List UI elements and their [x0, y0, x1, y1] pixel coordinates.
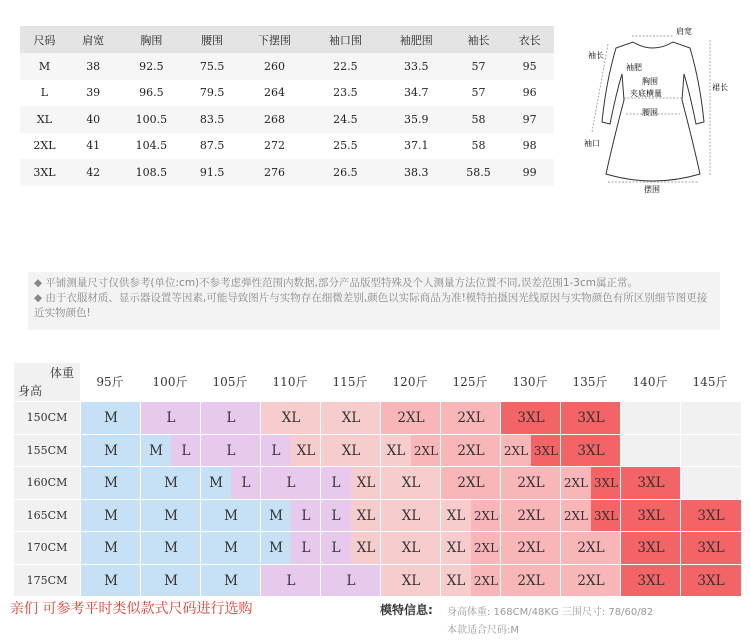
- size-recommendation-cell: [440, 531, 500, 564]
- size-recommendation-cell: [620, 401, 680, 434]
- size-recommendation-cell: [140, 499, 200, 532]
- size-cell: 38: [69, 53, 118, 80]
- diagram-label-sleeve-width: 袖肥: [626, 63, 642, 72]
- size-label: M: [261, 532, 291, 564]
- weight-header: 95斤: [80, 363, 140, 401]
- size-cell: 24.5: [310, 106, 381, 133]
- size-recommendation-cell: [380, 564, 440, 597]
- height-header: 175CM: [14, 564, 80, 597]
- size-label: 3XL: [591, 500, 621, 532]
- size-label: 3XL: [681, 565, 741, 597]
- size-recommendation-cell: [620, 499, 680, 532]
- height-header: 170CM: [14, 531, 80, 564]
- size-recommendation-cell: [440, 499, 500, 532]
- diagram-label-shoulder: 肩宽: [676, 27, 692, 36]
- weight-header: 105斤: [200, 363, 260, 401]
- size-recommendation-cell: [680, 434, 740, 467]
- size-label: XL: [321, 435, 381, 467]
- size-cell: 25.5: [310, 133, 381, 160]
- size-label: 2XL: [561, 467, 591, 499]
- size-recommendation-cell: [380, 531, 440, 564]
- size-cell: 75.5: [185, 53, 239, 80]
- size-label: XL: [351, 467, 381, 499]
- size-label: L: [201, 402, 261, 434]
- size-recommendation-cell: [440, 564, 500, 597]
- size-cell: 96: [505, 80, 554, 107]
- size-label: L: [291, 500, 321, 532]
- size-recommendation-cell: [260, 434, 320, 467]
- size-recommendation-cell: [200, 531, 260, 564]
- size-col-header: 肩宽: [69, 26, 118, 53]
- size-recommendation-cell: [680, 564, 740, 597]
- size-cell: 96.5: [118, 80, 186, 107]
- size-cell: 41: [69, 133, 118, 160]
- diagram-label-hem: 摆围: [644, 185, 660, 194]
- size-cell: 58: [452, 106, 506, 133]
- size-recommendation-cell: [680, 401, 740, 434]
- size-recommendation-cell: [560, 499, 620, 532]
- size-label: 3XL: [621, 565, 681, 597]
- diagram-label-hem-width: 夹底横量: [630, 89, 662, 98]
- size-label: 2XL: [501, 435, 531, 467]
- size-recommendation-cell: [140, 466, 200, 499]
- weight-header: 140斤: [620, 363, 680, 401]
- size-label: M: [201, 467, 231, 499]
- size-label: 2XL: [501, 467, 561, 499]
- size-recommendation-cell: [200, 434, 260, 467]
- size-cell: 268: [239, 106, 310, 133]
- size-label: XL: [441, 500, 471, 532]
- note-line-2: ◆ 由于衣服材质、显示器设置等因素,可能导致图片与实物存在细微差别,颜色以实际商品为准!模特拍摄因光线原因与实物颜色有所区别细节图更接近实物颜色!: [34, 292, 708, 319]
- size-cell: 79.5: [185, 80, 239, 107]
- size-label: 3XL: [561, 435, 621, 467]
- size-label: XL: [351, 532, 381, 564]
- size-recommendation-cell: [380, 434, 440, 467]
- size-cell: 104.5: [118, 133, 186, 160]
- size-cell: 83.5: [185, 106, 239, 133]
- size-label: 2XL: [501, 500, 561, 532]
- size-label: 3XL: [681, 500, 741, 532]
- size-cell: 33.5: [381, 53, 452, 80]
- corner-weight-label: 体重: [49, 366, 74, 380]
- model-info: 身高体重: 168CM/48KG 三围尺寸: 78/60/82: [447, 607, 654, 618]
- size-label: 3XL: [621, 532, 681, 564]
- size-recommendation-cell: [320, 564, 380, 597]
- weight-header: 130斤: [500, 363, 560, 401]
- size-label: [621, 435, 681, 467]
- size-cell: 23.5: [310, 80, 381, 107]
- size-recommendation-cell: [200, 564, 260, 597]
- size-recommendation-cell: [380, 401, 440, 434]
- size-recommendation-cell: [320, 499, 380, 532]
- size-recommendation-cell: [500, 499, 560, 532]
- size-label: XL: [381, 500, 441, 532]
- size-cell: M: [20, 53, 69, 80]
- size-cell: 98: [505, 133, 554, 160]
- weight-header: 145斤: [680, 363, 740, 401]
- size-label: 3XL: [531, 435, 561, 467]
- size-label: 3XL: [681, 532, 741, 564]
- size-cell: L: [20, 80, 69, 107]
- size-label: L: [261, 565, 321, 597]
- weight-header: 135斤: [560, 363, 620, 401]
- size-label: XL: [381, 565, 441, 597]
- size-recommendation-cell: [200, 499, 260, 532]
- size-row: [20, 106, 554, 133]
- size-recommendation-cell: [320, 401, 380, 434]
- model-size: 本款适合尺码:M: [447, 625, 519, 636]
- size-col-header: 下摆围: [239, 26, 310, 53]
- size-tip: 亲们 可参考平时类似款式尺码进行选购: [10, 601, 253, 617]
- size-label: M: [141, 467, 201, 499]
- size-label: XL: [261, 402, 321, 434]
- size-label: M: [141, 500, 201, 532]
- size-cell: 87.5: [185, 133, 239, 160]
- size-recommendation-cell: [320, 466, 380, 499]
- size-recommendation-cell: [560, 434, 620, 467]
- size-cell: 40: [69, 106, 118, 133]
- size-cell: 99: [505, 159, 554, 186]
- size-recommendation-cell: [620, 564, 680, 597]
- diagram-label-body-length: 裙长: [712, 83, 728, 92]
- size-recommendation-cell: [140, 564, 200, 597]
- grid-corner: [14, 363, 80, 401]
- size-label: XL: [321, 402, 381, 434]
- size-recommendation-cell: [320, 531, 380, 564]
- size-label: 2XL: [501, 532, 561, 564]
- size-cell: 39: [69, 80, 118, 107]
- size-cell: 58.5: [452, 159, 506, 186]
- size-recommendation-cell: [140, 401, 200, 434]
- size-label: [621, 402, 681, 434]
- size-recommendation-cell: [680, 531, 740, 564]
- size-cell: 260: [239, 53, 310, 80]
- size-recommendation-cell: [260, 499, 320, 532]
- size-col-header: 袖口围: [310, 26, 381, 53]
- size-cell: 35.9: [381, 106, 452, 133]
- size-label: 2XL: [471, 532, 501, 564]
- size-cell: 42: [69, 159, 118, 186]
- size-recommendation-cell: [620, 466, 680, 499]
- size-recommendation-cell: [260, 401, 320, 434]
- size-label: XL: [381, 435, 411, 467]
- size-label: 2XL: [411, 435, 441, 467]
- size-label: 3XL: [591, 467, 621, 499]
- size-cell: 57: [452, 53, 506, 80]
- size-recommendation-cell: [80, 466, 140, 499]
- size-recommendation-cell: [440, 466, 500, 499]
- size-cell: 37.1: [381, 133, 452, 160]
- size-label: M: [81, 435, 141, 467]
- size-label: L: [321, 467, 351, 499]
- size-col-header: 尺码: [20, 26, 69, 53]
- size-col-header: 腰围: [185, 26, 239, 53]
- diagram-label-sleeve-length: 袖长: [588, 51, 604, 60]
- size-label: L: [321, 532, 351, 564]
- size-recommendation-cell: [380, 466, 440, 499]
- size-cell: 58: [452, 133, 506, 160]
- size-label: 3XL: [621, 467, 681, 499]
- size-table-header: [20, 26, 554, 53]
- size-label: XL: [381, 532, 441, 564]
- size-cell: 22.5: [310, 53, 381, 80]
- size-label: 2XL: [561, 532, 621, 564]
- size-recommendation-grid: [14, 363, 740, 596]
- size-table: [20, 26, 554, 186]
- size-label: 3XL: [561, 402, 621, 434]
- size-recommendation-cell: [560, 564, 620, 597]
- size-cell: 91.5: [185, 159, 239, 186]
- size-label: [681, 402, 741, 434]
- size-col-header: 胸围: [118, 26, 186, 53]
- size-label: M: [81, 532, 141, 564]
- size-label: M: [141, 565, 201, 597]
- height-header: 155CM: [14, 434, 80, 467]
- size-recommendation-cell: [80, 564, 140, 597]
- size-recommendation-cell: [200, 401, 260, 434]
- size-cell: 34.7: [381, 80, 452, 107]
- size-recommendation-cell: [80, 434, 140, 467]
- weight-header: 120斤: [380, 363, 440, 401]
- size-label: 2XL: [441, 435, 501, 467]
- size-label: L: [291, 532, 321, 564]
- size-recommendation-cell: [620, 531, 680, 564]
- size-label: L: [261, 467, 321, 499]
- size-label: 2XL: [471, 500, 501, 532]
- size-label: L: [261, 435, 291, 467]
- size-recommendation-cell: [500, 466, 560, 499]
- size-recommendation-cell: [140, 434, 200, 467]
- size-label: M: [261, 500, 291, 532]
- diagram-label-waist: 腰围: [642, 108, 658, 117]
- height-header: 165CM: [14, 499, 80, 532]
- size-row: [20, 133, 554, 160]
- size-label: XL: [441, 565, 471, 597]
- size-label: [681, 435, 741, 467]
- size-recommendation-cell: [260, 466, 320, 499]
- size-cell: 100.5: [118, 106, 186, 133]
- size-label: M: [201, 532, 261, 564]
- size-label: 2XL: [471, 565, 501, 597]
- size-recommendation-cell: [440, 434, 500, 467]
- size-label: 2XL: [381, 402, 441, 434]
- size-cell: XL: [20, 106, 69, 133]
- measurement-note: [28, 272, 720, 330]
- size-label: [681, 467, 741, 499]
- size-recommendation-cell: [500, 434, 560, 467]
- size-label: XL: [381, 467, 441, 499]
- size-label: M: [141, 532, 201, 564]
- height-header: 160CM: [14, 466, 80, 499]
- size-label: 3XL: [621, 500, 681, 532]
- size-label: 2XL: [501, 565, 561, 597]
- size-recommendation-cell: [80, 401, 140, 434]
- size-row: [20, 159, 554, 186]
- size-cell: 38.3: [381, 159, 452, 186]
- size-cell: 26.5: [310, 159, 381, 186]
- size-recommendation-cell: [440, 401, 500, 434]
- size-label: L: [141, 402, 201, 434]
- size-label: 2XL: [441, 467, 501, 499]
- size-label: L: [231, 467, 261, 499]
- size-cell: 276: [239, 159, 310, 186]
- size-label: L: [171, 435, 201, 467]
- note-line-1: ◆ 平铺测量尺寸仅供参考(单位:cm)不参考虑弹性范围内数据,部分产品版型特殊及个人测量方法位置不同,误差范围1-3cm属正常。: [34, 277, 638, 289]
- size-label: L: [321, 500, 351, 532]
- diagram-label-cuff: 袖口: [584, 139, 600, 148]
- size-recommendation-cell: [500, 531, 560, 564]
- size-col-header: 衣长: [505, 26, 554, 53]
- size-cell: 3XL: [20, 159, 69, 186]
- size-cell: 2XL: [20, 133, 69, 160]
- size-label: 2XL: [561, 500, 591, 532]
- size-label: M: [201, 500, 261, 532]
- size-recommendation-cell: [620, 434, 680, 467]
- size-label: M: [201, 565, 261, 597]
- size-cell: 264: [239, 80, 310, 107]
- size-row: [20, 80, 554, 107]
- garment-diagram-icon: [578, 22, 728, 202]
- corner-height-label: 身高: [18, 384, 43, 398]
- size-cell: 108.5: [118, 159, 186, 186]
- weight-header: 100斤: [140, 363, 200, 401]
- size-row: [20, 53, 554, 80]
- size-label: M: [81, 565, 141, 597]
- size-label: XL: [441, 532, 471, 564]
- size-label: XL: [351, 500, 381, 532]
- height-header: 150CM: [14, 401, 80, 434]
- weight-header: 110斤: [260, 363, 320, 401]
- size-cell: 97: [505, 106, 554, 133]
- size-label: L: [201, 435, 261, 467]
- size-cell: 95: [505, 53, 554, 80]
- model-info-label: 模特信息:: [380, 603, 433, 617]
- size-recommendation-cell: [560, 466, 620, 499]
- size-recommendation-cell: [260, 531, 320, 564]
- size-label: 2XL: [561, 565, 621, 597]
- size-cell: 272: [239, 133, 310, 160]
- size-recommendation-cell: [680, 499, 740, 532]
- size-recommendation-cell: [80, 531, 140, 564]
- size-label: 2XL: [441, 402, 501, 434]
- size-recommendation-cell: [680, 466, 740, 499]
- size-recommendation-cell: [500, 564, 560, 597]
- size-recommendation-cell: [500, 401, 560, 434]
- size-label: 3XL: [501, 402, 561, 434]
- size-col-header: 袖肥围: [381, 26, 452, 53]
- size-recommendation-cell: [260, 564, 320, 597]
- size-cell: 92.5: [118, 53, 186, 80]
- size-recommendation-cell: [380, 499, 440, 532]
- size-recommendation-cell: [560, 401, 620, 434]
- size-label: M: [141, 435, 171, 467]
- diagram-label-chest: 胸围: [642, 77, 658, 86]
- size-cell: 57: [452, 80, 506, 107]
- weight-header: 115斤: [320, 363, 380, 401]
- size-label: XL: [291, 435, 321, 467]
- size-label: M: [81, 402, 141, 434]
- size-col-header: 袖长: [452, 26, 506, 53]
- size-label: M: [81, 500, 141, 532]
- size-label: M: [81, 467, 141, 499]
- size-recommendation-cell: [140, 531, 200, 564]
- size-recommendation-cell: [80, 499, 140, 532]
- size-label: L: [321, 565, 381, 597]
- size-recommendation-cell: [320, 434, 380, 467]
- size-recommendation-cell: [560, 531, 620, 564]
- weight-header: 125斤: [440, 363, 500, 401]
- size-recommendation-cell: [200, 466, 260, 499]
